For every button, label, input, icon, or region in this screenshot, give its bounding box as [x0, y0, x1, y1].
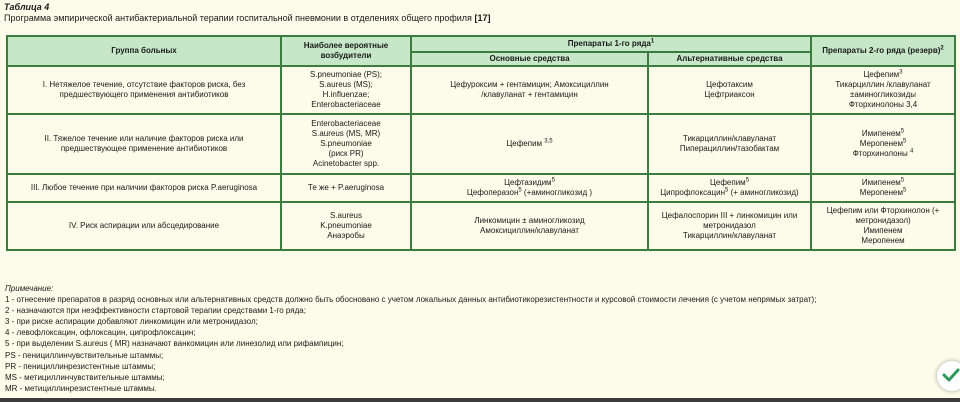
table-row [7, 174, 955, 202]
table-caption [4, 2, 490, 24]
cell-group: I. Нетяжелое течение, отсутствие факторов риска, без предшествующего применения антибиотиков [7, 66, 281, 114]
cell-group: III. Любое течение при наличии факторов риска P.aeruginosa [7, 174, 281, 202]
cell-reserve: Имипенем$^5$ Меропенем$^5$ [811, 174, 955, 202]
header-second-line: Препараты 2-го ряда (резерв)$^2$ [811, 36, 955, 66]
cell-main: Линкомицин ± аминогликозид Амоксициллин/клавуланат [411, 202, 648, 250]
note-item: 1 - отнесение препаратов в разряд основных или альтернативных средств должно быть обосновано с учетом локальных данных антибиотикорезистентности и курсовой стоимости лечения (с учетом непрямых затрат); [5, 295, 817, 305]
note-item: 3 - при риске аспирации добавляют линкомицин или метронидазол; [5, 317, 258, 327]
notes [5, 283, 816, 394]
cell-pathogens: S.aureus K.pneumoniae Анаэробы [281, 202, 411, 250]
cell-pathogens: Enterobacteriaceae S.aureus (MS, MR) S.pneumoniae (риск PR) Acinetobacter spp. [281, 114, 411, 174]
header-main-means: Основные средства [411, 52, 648, 66]
header-group: Группа больных [7, 36, 281, 66]
check-icon [942, 368, 960, 382]
table-title: Программа эмпирической антибактериальной терапии госпитальной пневмонии в отделениях общего профиля [4, 13, 472, 23]
cell-pathogens: S.pneumoniae (PS); S.aureus (MS); H.influenzae; Enterobacteriaceae [281, 66, 411, 114]
note-item: MR - метициллинрезистентные штаммы. [5, 383, 157, 393]
cell-reserve: Цефепим$^3$ Тикарциллин /клавуланат ±аминогликозиды Фторхинолоны 3,4 [811, 66, 955, 114]
cell-alternative: Тикарциллин/клавуланат Пиперациллин/тазобактам [648, 114, 811, 174]
note-item: 4 - левофлоксацин, офлоксацин, ципрофлоксацин; [5, 328, 196, 338]
cell-group: IV. Риск аспирации или абсцедирование [7, 202, 281, 250]
note-item: PR - пенициллинрезистентные штаммы; [5, 361, 156, 371]
header-first-line: Препараты 1-го ряда$^1$ [411, 36, 811, 52]
cell-alternative: Цефотаксим Цефтриаксон [648, 66, 811, 114]
cell-reserve: Имипенем$^5$ Меропенем$^5$ Фторхинолоны $^4$ [811, 114, 955, 174]
header-pathogens: Наиболее вероятные возбудители [281, 36, 411, 66]
table-title-line [4, 13, 490, 24]
cell-alternative: Цефепим$^5$ Ципрофлоксацин$^5$ (+ аминогликозид) [648, 174, 811, 202]
table-label: Таблица 4 [4, 2, 50, 12]
table-row [7, 202, 955, 250]
cell-group: II. Тяжелое течение или наличие факторов риска или предшествующее применение антибиотиков [7, 114, 281, 174]
note-item: 2 - назначаются при неэффективности стартовой терапии средствами 1-го ряда; [5, 306, 306, 316]
note-item: MS - метициллинчувствительные штаммы; [5, 372, 165, 382]
cell-main: Цефтазидим$^5$ Цефоперазон$^5$ (+аминогликозид ) [411, 174, 648, 202]
cell-alternative: Цефалоспорин III + линкомицин или метронидазол Тикарциллин/клавуланат [648, 202, 811, 250]
bottom-bar [0, 398, 960, 402]
therapy-table [6, 35, 956, 251]
table-reference: [17] [474, 13, 491, 23]
note-item: PS - пенициллинчувствительные штаммы; [5, 350, 164, 360]
note-item: 5 - при выделении S.aureus ( MR) назначают ванкомицин или линезолид или рифампицин; [5, 339, 344, 349]
cell-main: Цефепим $^{3,5}$ [411, 114, 648, 174]
floating-check-button[interactable] [937, 361, 960, 391]
cell-reserve: Цефепим или Фторхинолон (+ метронидазол) Имипенем Меропенем [811, 202, 955, 250]
table-row [7, 114, 955, 174]
cell-pathogens: Те же + P.aeruginosa [281, 174, 411, 202]
cell-main: Цефуроксим + гентамицин; Амоксициллин /клавуланат + гентамицин [411, 66, 648, 114]
table-row [7, 66, 955, 114]
header-alternative-means: Альтернативные средства [648, 52, 811, 66]
notes-heading: Примечание: [5, 284, 54, 293]
